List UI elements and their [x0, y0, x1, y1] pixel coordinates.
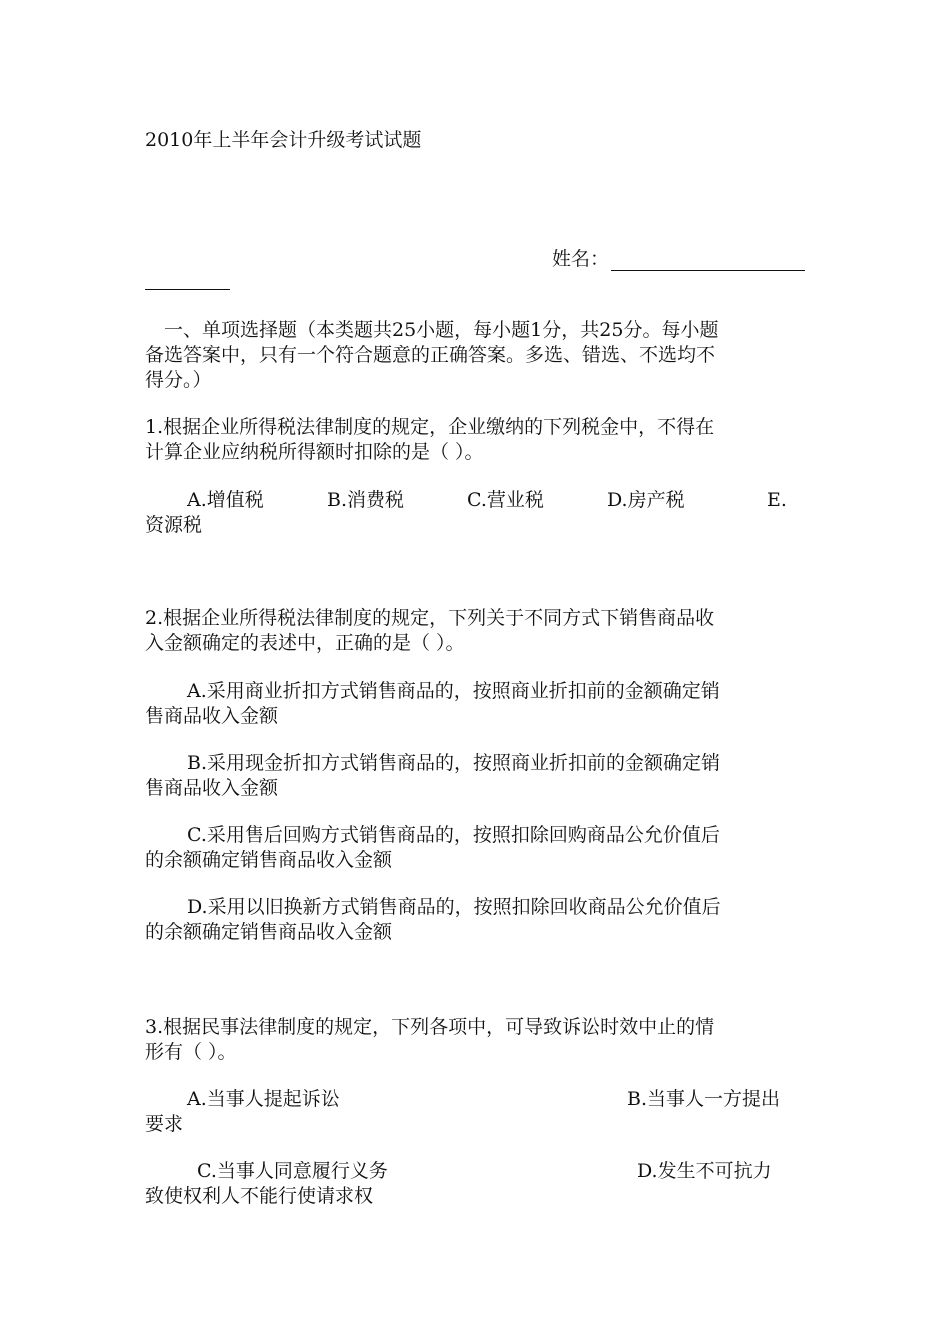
question-2-line-1: 2.根据企业所得税法律制度的规定，下列关于不同方式下销售商品收	[145, 607, 715, 629]
section-heading-line-2: 备选答案中，只有一个符合题意的正确答案。多选、错选、不选均不	[145, 344, 716, 366]
question-3-line-1: 3.根据民事法律制度的规定，下列各项中，可导致诉讼时效中止的情	[145, 1016, 715, 1038]
name-label: 姓名：	[552, 248, 610, 270]
section-heading-line-3: 得分。）	[145, 369, 212, 391]
question-1-line-1: 1.根据企业所得税法律制度的规定，企业缴纳的下列税金中，不得在	[145, 416, 715, 438]
question-2-option-a-line-2: 售商品收入金额	[145, 705, 279, 727]
question-3-option-b-line-1: B.当事人一方提出	[627, 1088, 781, 1110]
question-1-option-e-head: E.	[767, 489, 787, 511]
question-3-option-d-line-1: D.发生不可抗力	[637, 1160, 772, 1182]
question-2-option-c-line-1: C.采用售后回购方式销售商品的，按照扣除回购商品公允价值后	[187, 824, 720, 846]
question-1-option-d: D.房产税	[607, 489, 685, 511]
question-2-line-2: 入金额确定的表述中，正确的是（ ）。	[145, 632, 465, 654]
question-2-option-d-line-2: 的余额确定销售商品收入金额	[145, 921, 393, 943]
section-heading-line-1: 一、单项选择题（本类题共25小题，每小题1分，共25分。每小题	[145, 319, 719, 341]
question-1-option-e-tail: 资源税	[145, 514, 203, 536]
question-1-option-c: C.营业税	[467, 489, 544, 511]
name-blank-line-continued	[145, 289, 230, 290]
question-3-line-2: 形有（ ）。	[145, 1041, 237, 1063]
name-blank-line[interactable]	[611, 250, 805, 271]
question-3-option-d-line-2: 致使权利人不能行使请求权	[145, 1185, 374, 1207]
question-1-option-b: B.消费税	[327, 489, 405, 511]
question-1-line-2: 计算企业应纳税所得额时扣除的是（ ）。	[145, 441, 484, 463]
question-2-option-b-line-1: B.采用现金折扣方式销售商品的，按照商业折扣前的金额确定销	[187, 752, 721, 774]
question-3-option-c: C.当事人同意履行义务	[197, 1160, 388, 1182]
question-1-option-a: A.增值税	[187, 489, 264, 511]
page-title: 2010年上半年会计升级考试试题	[145, 129, 422, 151]
question-2-option-d-line-1: D.采用以旧换新方式销售商品的，按照扣除回收商品公允价值后	[187, 896, 721, 918]
name-field-row	[552, 247, 805, 271]
question-3-option-a: A.当事人提起诉讼	[187, 1088, 340, 1110]
question-2-option-b-line-2: 售商品收入金额	[145, 777, 279, 799]
question-2-option-a-line-1: A.采用商业折扣方式销售商品的，按照商业折扣前的金额确定销	[187, 680, 720, 702]
question-3-option-b-line-2: 要求	[145, 1113, 184, 1135]
question-2-option-c-line-2: 的余额确定销售商品收入金额	[145, 849, 393, 871]
